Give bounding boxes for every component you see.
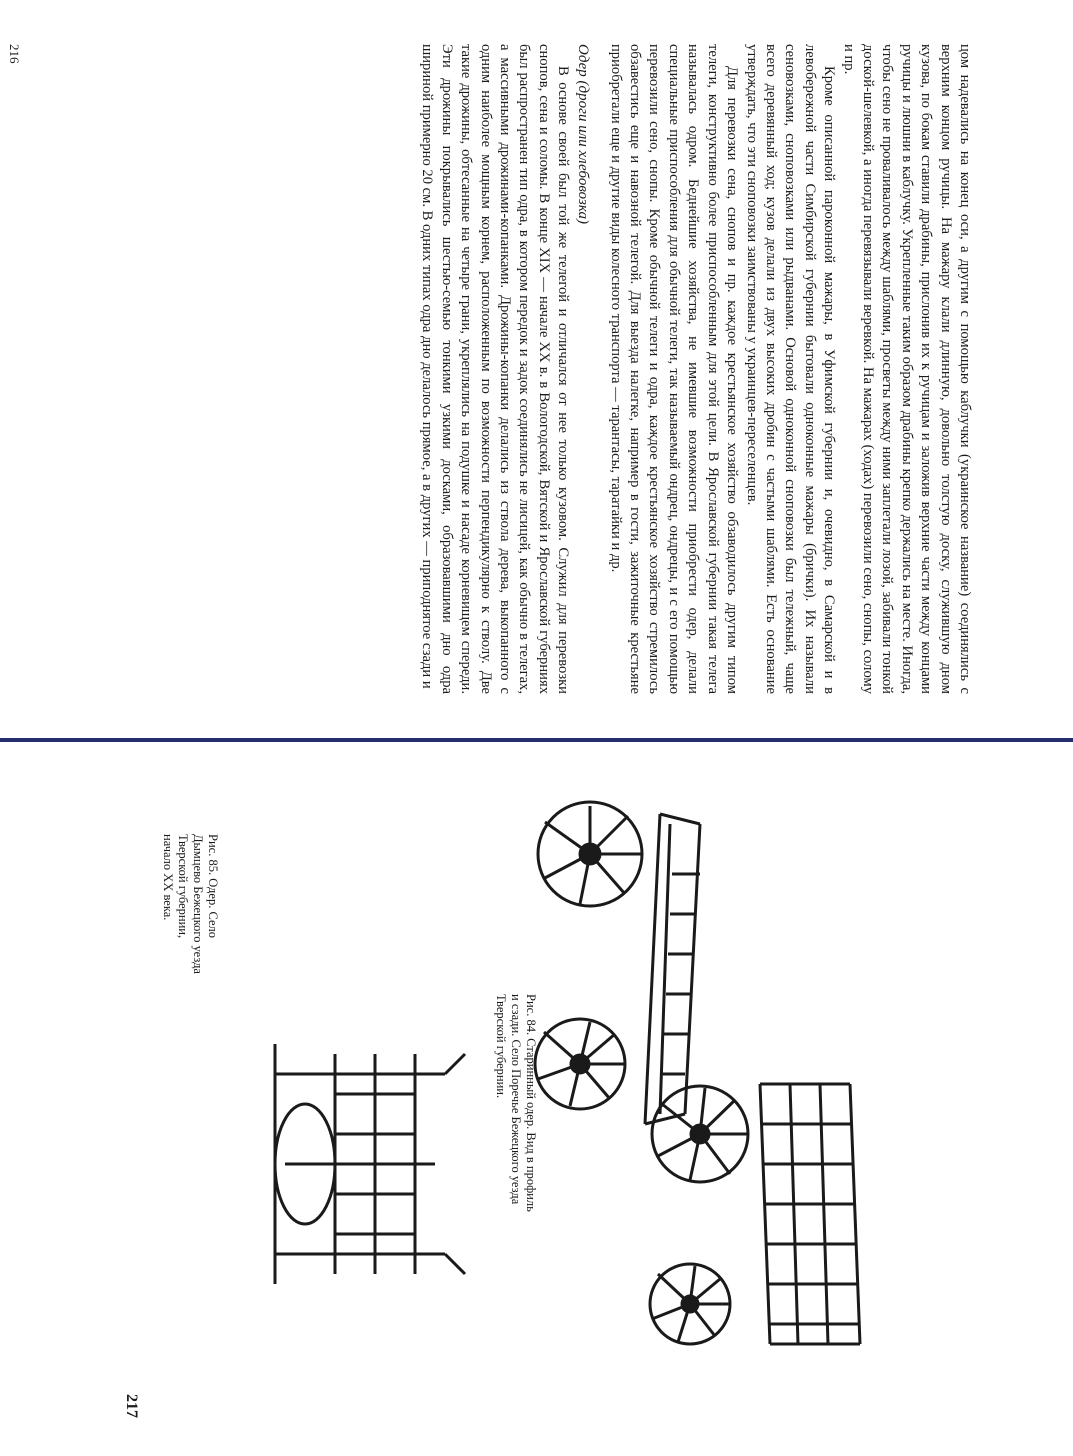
section-paragraph: В основе своей был той же телегой и отличался от нее только кузовом. Служил для перевозки снопов, сена и соломы. В конце XIX — начале XX в. в Вологодской, Вятской и Ярославской губерниях был распространен тип одра, в котором передок и задок соединялись не лисицей, как обычно в телегах, а массивными дрожинами-копанками. Дрожины-копанки делались из ствола дерева, выкопанного с одним наиболее мощным корнем, расположенным по возможности перпендикулярно к стволу. Две такие дрожины, обтесанные на четыре грани, укреплялись на подушке и насаде корневищем спереди. Эти дрожины покрывались шестью-семью тонкими узкими досками, образовавшими дно одра шириной примерно 20 см. В одних типах одра дно делалось прямое, а в других — приподнятое сзади и bbox=[419, 44, 572, 694]
figure-84-caption: Рис. 84. Старинный одер. Вид в профиль и сзади. Село Поречье Бежецкого уезда Тверской губернии. bbox=[494, 994, 538, 1212]
page-number-217: 217 bbox=[123, 1394, 140, 1418]
hay-cart-illustration bbox=[640, 1064, 890, 1364]
page-number-216: 216 bbox=[7, 44, 22, 64]
paragraph-2: Кроме описанной пароконной мажары, в Уфимской губернии и, очевидно, в Самарской и в левобережной части Симбирской губернии бытовали одноконные мажары (брички). Их называли сеновозками, сноповозками или рыдванами. Основой одноконной сноповозки был тележный, чаще всего деревянный ход; кузов делали из двух высоких дробин с частыми шаблями. Есть основание утверждать, что эти сноповозки заимствованы у украинцев-переселенцев. bbox=[743, 44, 838, 694]
page-217-content bbox=[80, 784, 980, 1418]
page-217 bbox=[0, 742, 1073, 1456]
cart-rear-illustration bbox=[235, 1034, 475, 1294]
page-216-content bbox=[7, 44, 974, 694]
figure-85-caption: Рис. 85. Одер. Село Дымцево Бежецкого уезда Тверской губернии, начало XX века. bbox=[161, 834, 220, 974]
paragraph-1: цом надевались на конец оси, а другим с помощью каблучки (украинское название) соединялись с верхним концом ручицы. На мажару клали длинную, довольно толстую доску, служившую дном кузова, по бокам ставили драбины, прислонив их к ручицам и заложив верхние части между концами ручицы и люшни в каблучку. Укрепленные таким образом драбины крепко держались на месте. Иногда, чтобы сено не проваливалось между шаблями, просветы между ними заплетали лозой, забивали тонкой доской-шелевкой, а иногда перевязывали веревкой. На мажарах (ходах) перевозили сено, снопы, солому и пр. bbox=[840, 44, 973, 694]
section-heading: Одер (дроги или хлебовозка) bbox=[575, 44, 592, 224]
paragraph-3: Для перевозки сена, снопов и пр. каждое крестьянское хозяйство обзаводилось другим типом телеги, конструктивно более приспособленным для этой цели. В Ярославской губернии такая телега называлась одром. Беднейшие хозяйства, не имевшие возможности приобрести одер, делали специальные приспособления для обычной телеги, так называемый ондрец, ондрецы, и с его помощью перевозили сено, снопы. Кроме обычной телеги и одра, каждое крестьянское хозяйство стремилось обзавестись еще и навозной телегой. Для выезда налегке, например в гости, зажиточные крестьяне приобретали еще и другие виды колесного транспорта — тарантасы, таратайки и др. bbox=[607, 44, 741, 694]
